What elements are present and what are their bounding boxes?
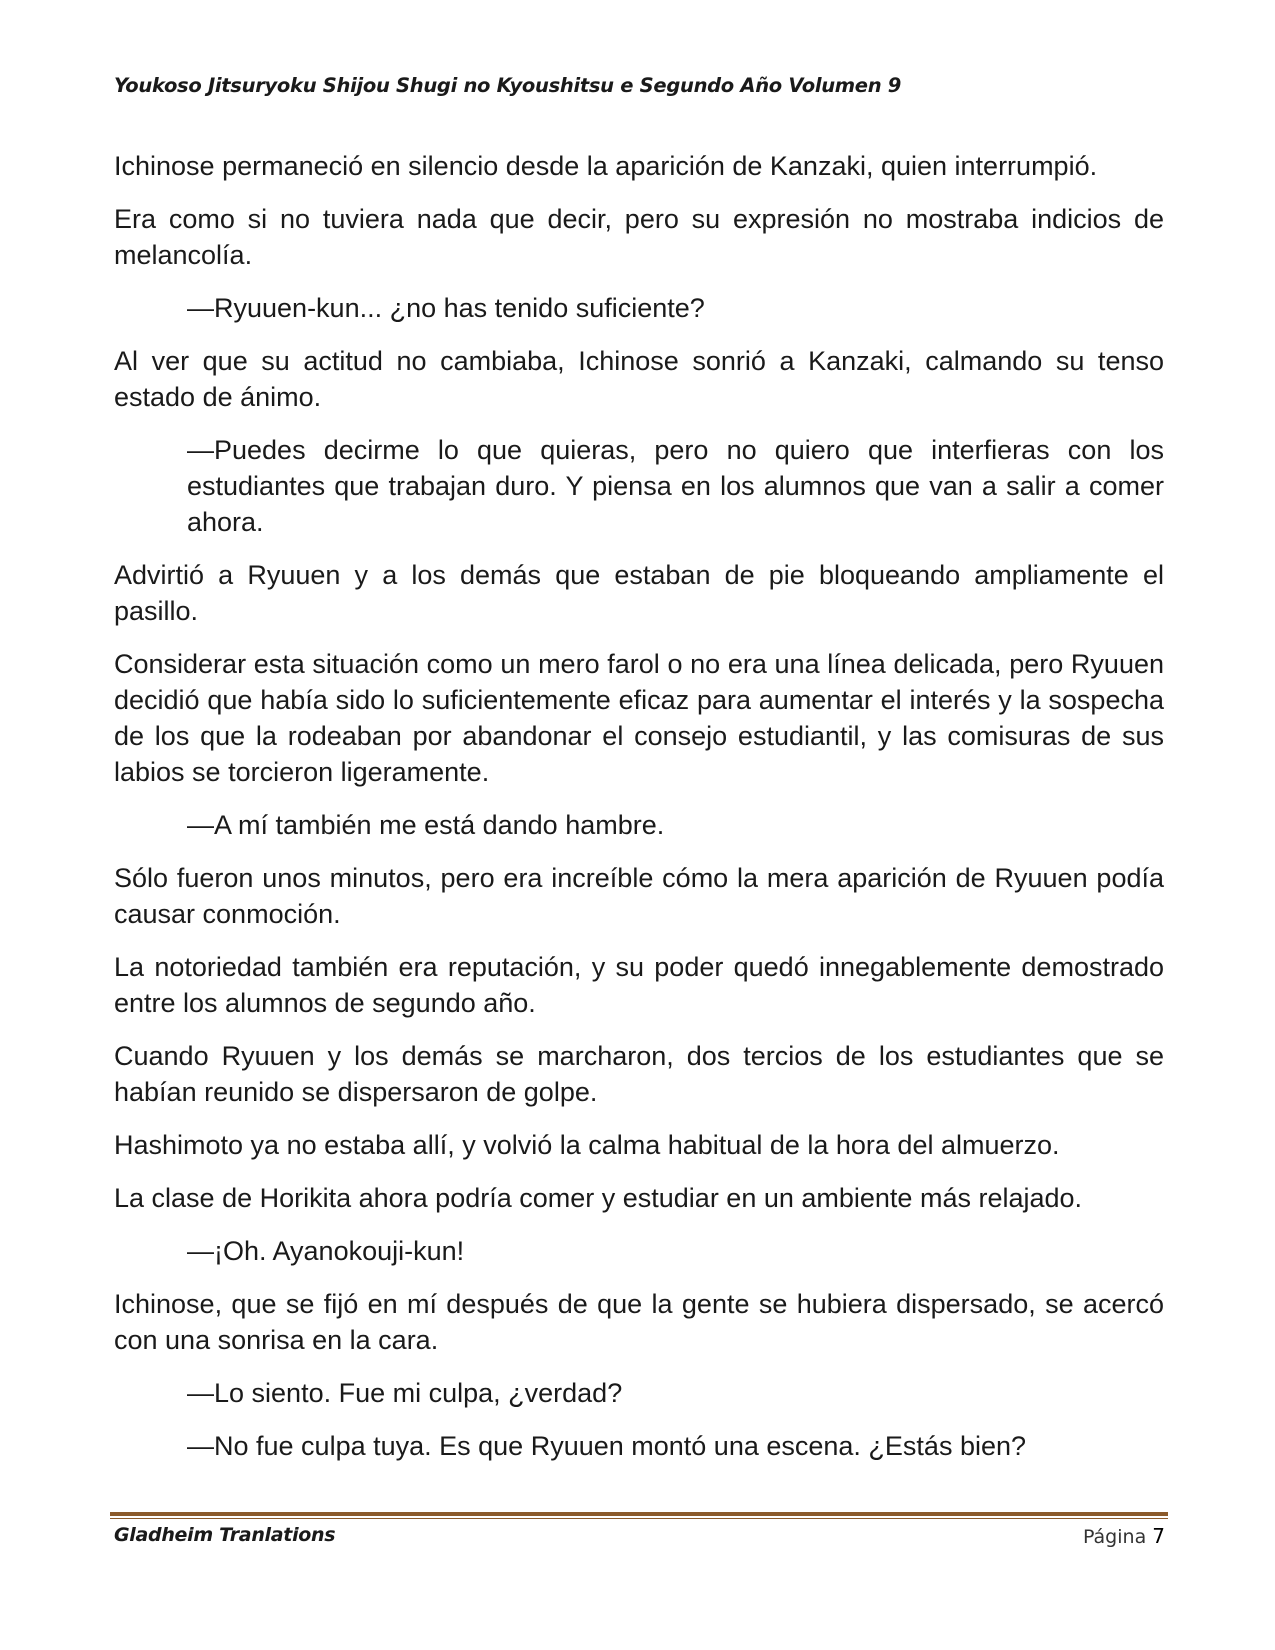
paragraph: Considerar esta situación como un mero farol o no era una línea delicada, pero Ryuuen decidió que había sido lo suficientemente eficaz para aumentar el interés y la sospecha de los que la rodeaban por abandonar el consejo estudiantil, y las comisuras de sus labios se torcieron ligeramente. [114,649,1164,787]
paragraph: Al ver que su actitud no cambiaba, Ichinose sonrió a Kanzaki, calmando su tenso estado de ánimo. [114,346,1164,412]
paragraph: Sólo fueron unos minutos, pero era increíble cómo la mera aparición de Ryuuen podía causar conmoción. [114,863,1164,929]
page-number: 7 [1152,1524,1165,1548]
body-text [114,148,1164,1481]
dialog-line: —Puedes decirme lo que quieras, pero no quiero que interfieras con los estudiantes que trabajan duro. Y piensa en los alumnos que van a salir a comer ahora. [187,435,1164,537]
paragraph: Advirtió a Ryuuen y a los demás que estaban de pie bloqueando ampliamente el pasillo. [114,560,1164,626]
paragraph: La clase de Horikita ahora podría comer y estudiar en un ambiente más relajado. [114,1183,1083,1213]
dialog-line: —Ryuuen-kun... ¿no has tenido suficiente? [187,293,705,323]
paragraph: Ichinose, que se fijó en mí después de que la gente se hubiera dispersado, se acercó con una sonrisa en la cara. [114,1289,1164,1355]
footer-divider-thin [110,1518,1168,1519]
dialog-line: —A mí también me está dando hambre. [187,810,665,840]
footer-divider-thick [110,1512,1168,1516]
dialog-line: —No fue culpa tuya. Es que Ryuuen montó una escena. ¿Estás bien? [187,1431,1027,1461]
footer-page-indicator [1083,1524,1165,1548]
dialog-line: —¡Oh. Ayanokouji-kun! [187,1236,465,1266]
paragraph: Era como si no tuviera nada que decir, pero su expresión no mostraba indicios de melancolía. [114,204,1164,270]
footer-translator-credit: Gladheim Tranlations [114,1524,336,1546]
paragraph: Hashimoto ya no estaba allí, y volvió la calma habitual de la hora del almuerzo. [114,1130,1060,1160]
paragraph: Cuando Ryuuen y los demás se marcharon, dos tercios de los estudiantes que se habían reunido se dispersaron de golpe. [114,1041,1164,1107]
page-label: Página [1082,1526,1147,1548]
dialog-line: —Lo siento. Fue mi culpa, ¿verdad? [187,1378,623,1408]
paragraph: Ichinose permaneció en silencio desde la aparición de Kanzaki, quien interrumpió. [114,151,1098,181]
running-header-title: Youkoso Jitsuryoku Shijou Shugi no Kyoushitsu e Segundo Año Volumen 9 [114,74,902,97]
paragraph: La notoriedad también era reputación, y su poder quedó innegablemente demostrado entre los alumnos de segundo año. [114,952,1164,1018]
